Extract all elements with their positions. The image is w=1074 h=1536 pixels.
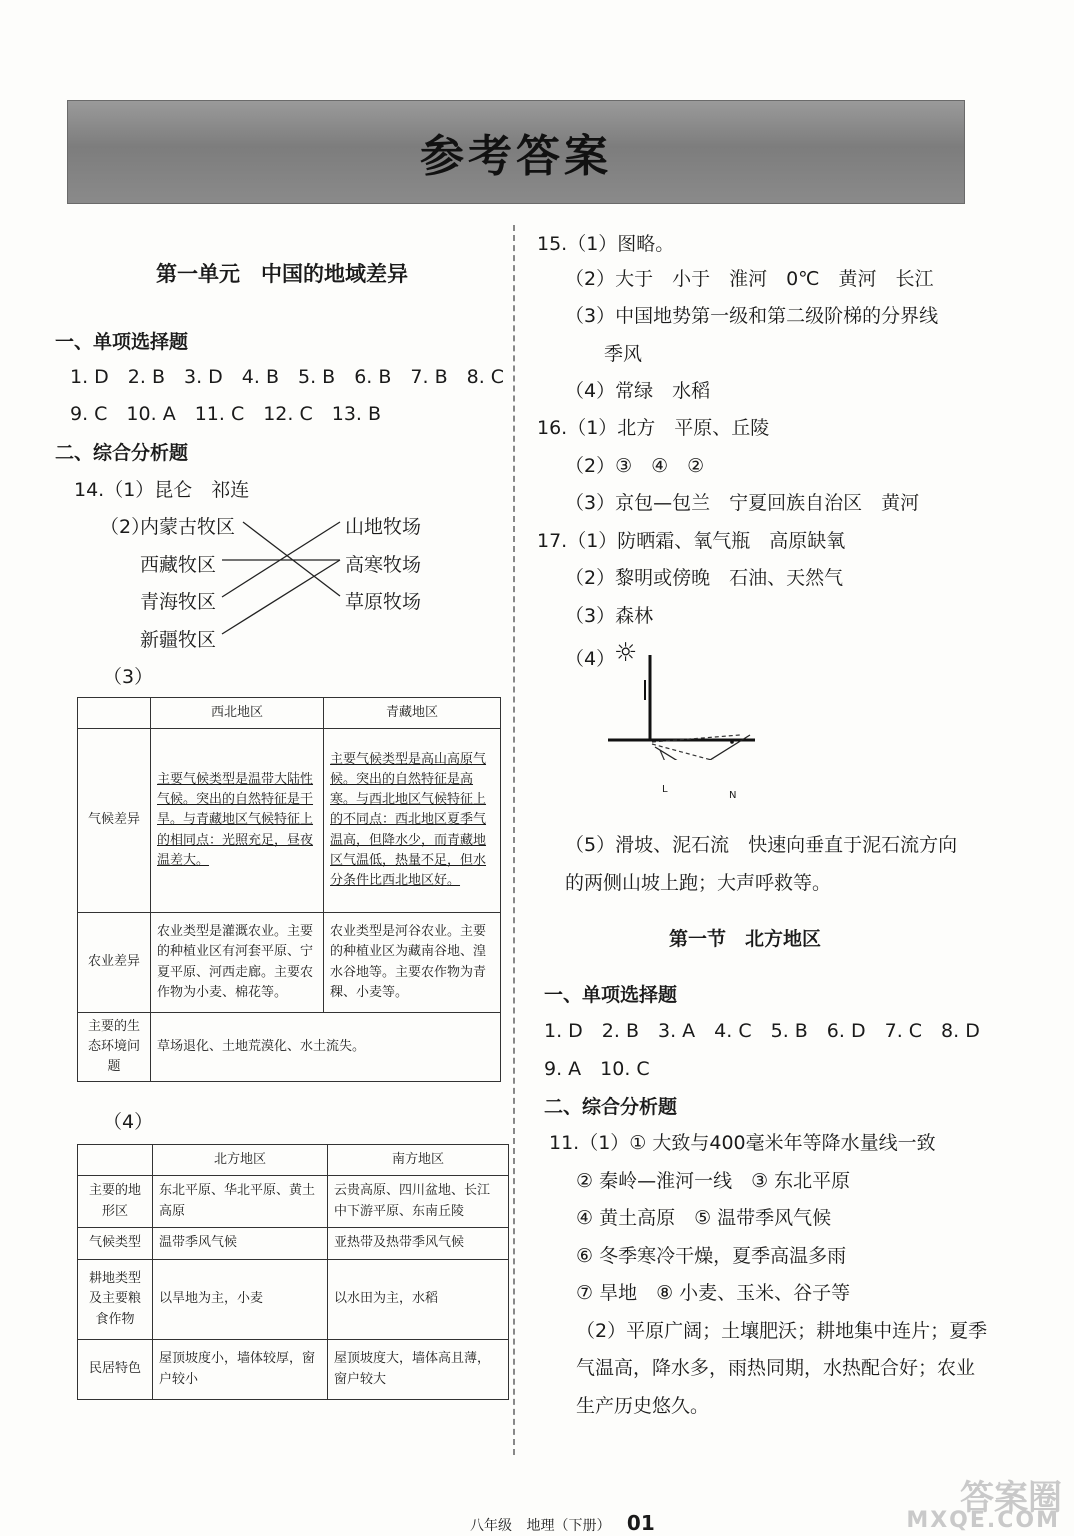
- table-row: [78, 1013, 501, 1082]
- q16-part3: （3）京包—包兰 宁夏回族自治区 黄河: [565, 492, 920, 514]
- cell-nw-agri: 农业类型是灌溉农业。主要的种植业区有河套平原、宁夏平原、河西走廊。主要农作物为小麦、棉花等。: [151, 913, 324, 1013]
- q14-part1: 14.（1）昆仑 祁连: [74, 479, 250, 501]
- q11-line: ⑦ 旱地 ⑧ 小麦、玉米、谷子等: [576, 1282, 851, 1304]
- page-title: 参考答案: [420, 131, 612, 182]
- q15-part4: （4）常绿 水稻: [565, 380, 711, 402]
- table-row: [78, 1176, 509, 1228]
- q17-part3: （3）森林: [565, 605, 654, 627]
- table-header-north: 北方地区: [153, 1145, 328, 1176]
- q17-part5: （5）滑坡、泥石流 快速向垂直于泥石流方向: [565, 834, 958, 856]
- section-heading-mc: 一、单项选择题: [544, 984, 678, 1006]
- q16-part1: 16.（1）北方 平原、丘陵: [537, 417, 770, 439]
- diagram-label-n: N: [729, 790, 737, 801]
- q17-part1: 17.（1）防晒霜、氧气瓶 高原缺氧: [537, 530, 846, 552]
- q11-line: 气温高，降水多，雨热同期，水热配合好；农业: [576, 1357, 976, 1379]
- cell-south: 以水田为主，水稻: [328, 1260, 509, 1340]
- match-line-4: [222, 560, 340, 634]
- cell-north: 东北平原、华北平原、黄土高原: [153, 1176, 328, 1228]
- row-label: 气候类型: [78, 1228, 153, 1260]
- unit-title: 第一单元 中国的地域差异: [156, 262, 408, 286]
- q11-line: 11.（1）① 大致与400毫米年等降水量线一致: [549, 1132, 936, 1154]
- table-header-blank: [78, 698, 151, 729]
- q15-part2: （2）大于 小于 淮河 0℃ 黄河 长江: [565, 268, 934, 290]
- mc-answers-line1: 1. D 2. B 3. D 4. B 5. B 6. B 7. B 8. C: [70, 366, 505, 388]
- table-row: [78, 1340, 509, 1400]
- section-title: 第一节 北方地区: [668, 928, 821, 950]
- cell-south: 云贵高原、四川盆地、长江中下游平原、东南丘陵: [328, 1176, 509, 1228]
- table-header-south: 南方地区: [328, 1145, 509, 1176]
- match-left-1: 内蒙古牧区: [140, 516, 236, 538]
- mc-answers-line1: 1. D 2. B 3. A 4. C 5. B 6. D 7. C 8. D: [544, 1020, 980, 1042]
- table-row: [78, 913, 501, 1013]
- row-label: 耕地类型及主要粮食作物: [78, 1260, 153, 1340]
- table-header-row: [78, 698, 501, 729]
- match-right-2: 高寒牧场: [345, 554, 422, 576]
- q11-line: ⑥ 冬季寒冷干燥，夏季高温多雨: [576, 1245, 847, 1267]
- q17-part5-cont: 的两侧山坡上跑；大声呼救等。: [565, 872, 832, 894]
- page-footer: [470, 1511, 655, 1535]
- arrow-n: [655, 747, 725, 760]
- match-line-1: [243, 522, 340, 596]
- row-label: 气候差异: [78, 729, 151, 913]
- mc-answers-line2: 9. C 10. A 11. C 12. C 13. B: [70, 403, 382, 425]
- cell-qz-climate: 主要气候类型是高山高原气候。突出的自然特征是高寒。与西北地区气候特征上的不同点：西北地区夏季气温高，但降水少，而青藏地区气温低，热量不足，但水分条件比西北地区好。: [324, 729, 501, 913]
- table-header-blank: [78, 1145, 153, 1176]
- q15-part3-cont: 季风: [604, 343, 643, 365]
- cell-eco-problem: 草场退化、土地荒漠化、水土流失。: [151, 1013, 501, 1082]
- match-left-4: 新疆牧区: [140, 629, 217, 651]
- diagram-label-l: L: [662, 784, 668, 795]
- section-heading-mc: 一、单项选择题: [55, 331, 189, 353]
- table-row: [78, 729, 501, 913]
- cell-north: 屋顶坡度小，墙体较厚，窗户较小: [153, 1340, 328, 1400]
- section-heading-analysis: 二、综合分析题: [55, 442, 189, 464]
- table-north-vs-south: [77, 1144, 509, 1400]
- table-header-qz: 青藏地区: [324, 698, 501, 729]
- q16-part2: （2）③ ④ ②: [565, 455, 705, 477]
- terrain-diagram: [600, 650, 770, 760]
- row-label: 主要的生态环境问题: [78, 1013, 151, 1082]
- page-number: 01: [626, 1511, 655, 1535]
- cell-south: 屋顶坡度大，墙体高且薄，窗户较大: [328, 1340, 509, 1400]
- cell-north: 温带季风气候: [153, 1228, 328, 1260]
- matching-lines: [0, 0, 520, 660]
- cell-nw-climate: 主要气候类型是温带大陆性气候。突出的自然特征是干旱。与青藏地区气候特征上的相同点：光照充足，昼夜温差大。: [151, 729, 324, 913]
- cell-qz-agri: 农业类型是河谷农业。主要的种植业区为藏南谷地、湟水谷地等。主要农作物为青稞、小麦等。: [324, 913, 501, 1013]
- table-row: [78, 1260, 509, 1340]
- q14-part4: （4）: [103, 1111, 154, 1133]
- q15-part3: （3）中国地势第一级和第二级阶梯的分界线: [565, 305, 939, 327]
- mc-answers-line2: 9. A 10. C: [544, 1058, 650, 1080]
- table-header-row: [78, 1145, 509, 1176]
- match-right-3: 草原牧场: [345, 591, 422, 613]
- watermark-url: MXQE.COM: [906, 1508, 1060, 1533]
- row-label: 民居特色: [78, 1340, 153, 1400]
- section-heading-analysis: 二、综合分析题: [544, 1096, 678, 1118]
- cell-north: 以旱地为主，小麦: [153, 1260, 328, 1340]
- q11-line: 生产历史悠久。: [576, 1395, 710, 1417]
- row-label: 主要的地形区: [78, 1176, 153, 1228]
- table-row: [78, 1228, 509, 1260]
- table-northwest-vs-qingzang: [77, 697, 501, 1082]
- cell-south: 亚热带及热带季风气候: [328, 1228, 509, 1260]
- q17-part4: （4）: [565, 648, 616, 670]
- q15-part1: 15.（1）图略。: [537, 233, 675, 255]
- q11-line: （2）平原广阔；土壤肥沃；耕地集中连片；夏季: [576, 1320, 988, 1342]
- q14-part2-prefix: （2）: [100, 516, 151, 538]
- sun-icon: ☼: [614, 638, 638, 668]
- row-label: 农业差异: [78, 913, 151, 1013]
- q14-part3: （3）: [103, 666, 154, 688]
- match-left-2: 西藏牧区: [140, 554, 217, 576]
- watermark-logo: 答案圈: [960, 1478, 1062, 1518]
- footer-grade: 八年级: [470, 1518, 512, 1534]
- table-header-nw: 西北地区: [151, 698, 324, 729]
- match-right-1: 山地牧场: [345, 516, 422, 538]
- q11-line: ② 秦岭—淮河一线 ③ 东北平原: [576, 1170, 851, 1192]
- footer-subject: 地理（下册）: [526, 1518, 611, 1534]
- q17-part2: （2）黎明或傍晚 石油、天然气: [565, 567, 844, 589]
- match-left-3: 青海牧区: [140, 591, 217, 613]
- q11-line: ④ 黄土高原 ⑤ 温带季风气候: [576, 1207, 832, 1229]
